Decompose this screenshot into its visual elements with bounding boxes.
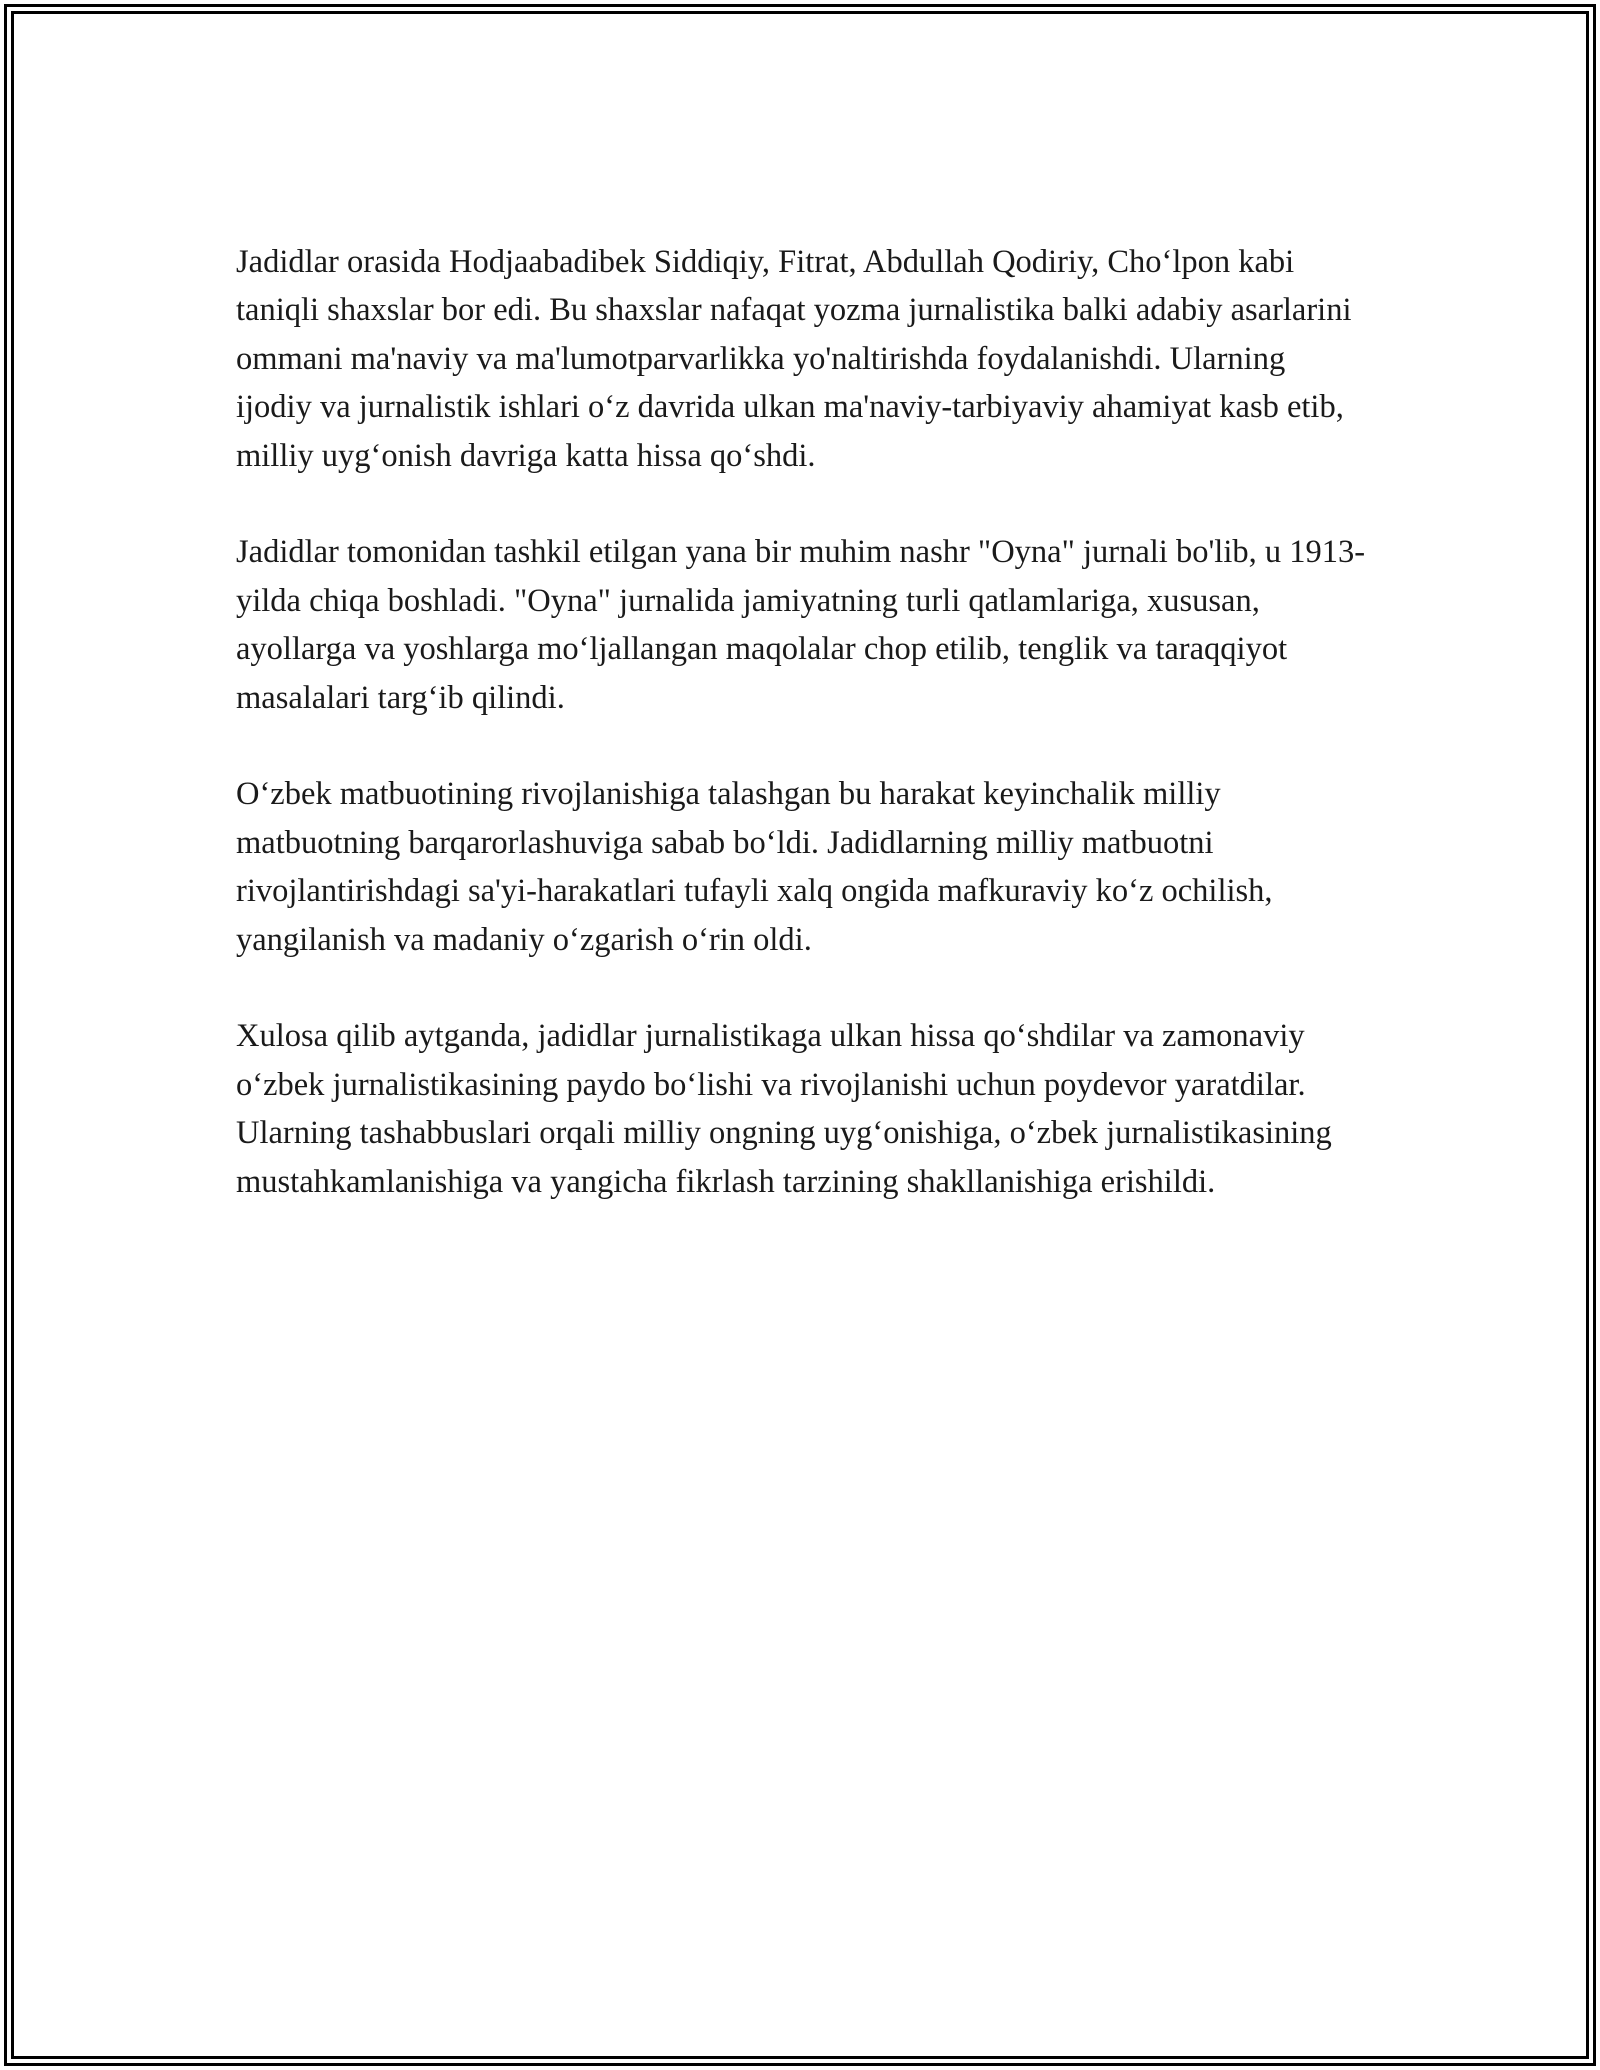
paragraph-2: Jadidlar tomonidan tashkil etilgan yana bir muhim nashr "Oyna" jurnali bo'lib, u 1913-yilda chiqa boshladi. "Oyna" jurnalida jamiyatning turli qatlamlariga, xususan, ayollarga va yoshlarga mo‘ljallangan maqolalar chop etilib, tenglik va taraqqiyot masalalari targ‘ib qilindi. — [236, 534, 1366, 716]
paragraph-1: Jadidlar orasida Hodjaabadibek Siddiqiy, Fitrat, Abdullah Qodiriy, Cho‘lpon kabi taniqli shaxslar bor edi. Bu shaxslar nafaqat yozma jurnalistika balki adabiy asarlarini ommani ma'naviy va ma'lumotparvarlikka yo'naltirishda foydalanishdi. Ularning ijodiy va jurnalistik ishlari o‘z davrida ulkan ma'naviy-tarbiyaviy ahamiyat kasb etib, milliy uyg‘onish davriga katta hissa qo‘shdi. — [236, 244, 1352, 474]
document-body — [236, 238, 1366, 1206]
paragraph-3: O‘zbek matbuotining rivojlanishiga talashgan bu harakat keyinchalik milliy matbuotning barqarorlashuviga sabab bo‘ldi. Jadidlarning milliy matbuotni rivojlantirishdagi sa'yi-harakatlari tufayli xalq ongida mafkuraviy ko‘z ochilish, yangilanish va madaniy o‘zgarish o‘rin oldi. — [236, 776, 1273, 958]
paragraph-4: Xulosa qilib aytganda, jadidlar jurnalistikaga ulkan hissa qo‘shdilar va zamonaviy o‘zbek jurnalistikasining paydo bo‘lishi va rivojlanishi uchun poydevor yaratdilar. Ularning tashabbuslari orqali milliy ongning uyg‘onishiga, o‘zbek jurnalistikasining mustahkamlanishiga va yangicha fikrlash tarzining shakllanishiga erishildi. — [236, 1018, 1332, 1200]
